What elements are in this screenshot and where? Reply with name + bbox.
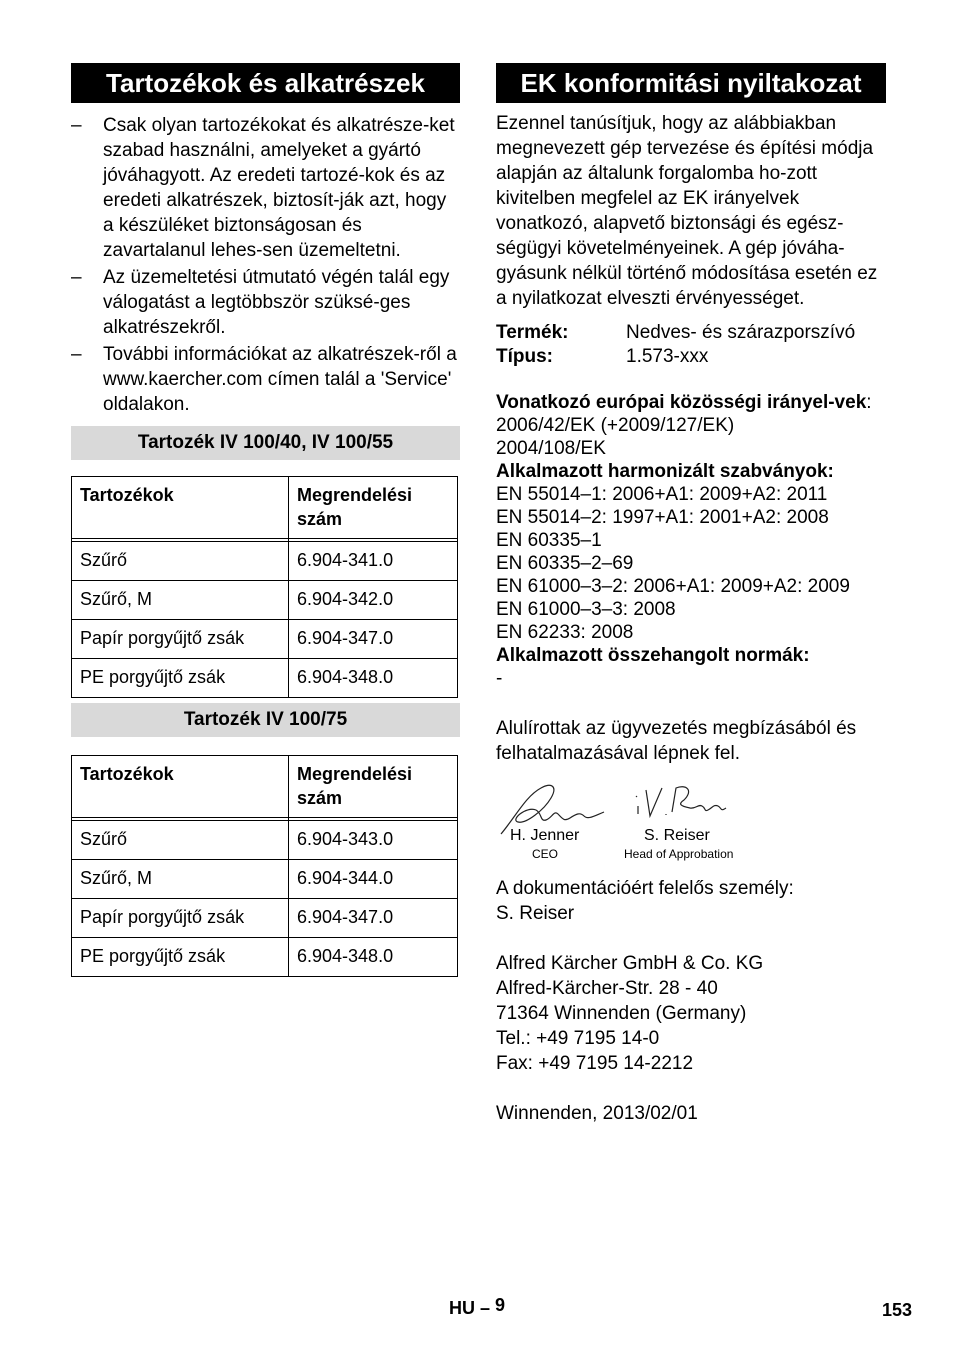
address-line: Alfred Kärcher GmbH & Co. KG [496, 953, 764, 974]
section-title-iv100-75: Tartozék IV 100/75 [71, 703, 460, 737]
directive-item: 2006/42/EK (+2009/127/EK) [496, 415, 735, 436]
accessories-table-1 [71, 476, 458, 698]
dash-marker: – [71, 267, 82, 288]
standard-item: EN 55014–2: 1997+A1: 2001+A2: 2008 [496, 507, 829, 528]
intro-paragraph: Ezennel tanúsítjuk, hogy az alábbiakban megnevezett gép tervezése és építési módja alapján az általunk forgalomba ho-zott kivitelben megfelel az EK irányelvek vonatkozó, alapvető biztonsági és egész-ségügyi követelményeinek. A gép jóváha-gyásunk nélkül történő módosítása esetén ez a nyilatkozat elveszti érvényességet. [496, 113, 878, 309]
table-row [72, 938, 458, 977]
part-number: 6.904-347.0 [289, 620, 458, 659]
part-number: 6.904-344.0 [289, 860, 458, 899]
table-header-row [72, 477, 458, 539]
table-header-row [72, 756, 458, 818]
address-line: 71364 Winnenden (Germany) [496, 1003, 747, 1024]
bullet-list [71, 113, 460, 417]
bullet-text: További információkat az alkatrészek-ről a www.kaercher.com címen talál a 'Service' oldalakon. [103, 344, 457, 415]
footer-sep: – [479, 1298, 490, 1318]
directives-colon: : [866, 392, 872, 413]
part-number: 6.904-348.0 [289, 659, 458, 698]
type-row [496, 345, 886, 369]
company-address [496, 951, 886, 1076]
footer-lang: HU [448, 1298, 475, 1318]
part-number: 6.904-347.0 [289, 899, 458, 938]
left-column [71, 63, 460, 977]
conformity-heading: EK konformitási nyiltakozat [496, 63, 886, 103]
part-name: Szűrő, M [72, 860, 289, 899]
type-label: Típus: [496, 346, 553, 367]
table-row [72, 620, 458, 659]
part-name: Szűrő [72, 542, 289, 581]
norms-value: - [496, 668, 503, 689]
doc-label: A dokumentációért felelős személy: [496, 878, 794, 899]
phone-line: Tel.: +49 7195 14-0 [496, 1028, 660, 1049]
type-value: 1.573-xxx [626, 346, 709, 367]
signature-block [496, 776, 886, 876]
directives-label: Vonatkozó európai közösségi irányel-vek [496, 392, 867, 413]
page-number: 153 [881, 1300, 912, 1320]
column-header-accessories: Tartozékok [72, 756, 289, 818]
part-number: 6.904-348.0 [289, 938, 458, 977]
part-number: 6.904-343.0 [289, 821, 458, 860]
part-name: PE porgyűjtő zsák [72, 938, 289, 977]
column-header-accessories: Tartozékok [72, 477, 289, 539]
standard-item: EN 60335–1 [496, 530, 602, 551]
product-value: Nedves- és szárazporszívó [626, 322, 856, 343]
dash-marker: – [71, 344, 82, 365]
standard-item: EN 55014–1: 2006+A1: 2009+A2: 2011 [496, 484, 828, 505]
dash-marker: – [71, 115, 82, 136]
right-column [496, 63, 886, 1126]
reiser-signature-stroke [636, 787, 726, 816]
part-name: Szűrő, M [72, 581, 289, 620]
signer1-name: H. Jenner [510, 827, 580, 844]
part-name: Papír porgyűjtő zsák [72, 899, 289, 938]
standard-item: EN 61000–3–3: 2008 [496, 599, 676, 620]
page-footer-local [0, 1295, 954, 1319]
doc-person: S. Reiser [496, 903, 575, 924]
footer-page-local: 9 [495, 1295, 506, 1315]
standard-item: EN 62233: 2008 [496, 622, 634, 643]
documentation-contact [496, 876, 886, 926]
section-title-iv100-40-55: Tartozék IV 100/40, IV 100/55 [71, 426, 460, 460]
norms-heading: Alkalmazott összehangolt normák: [496, 645, 810, 666]
table-row [72, 899, 458, 938]
column-header-order-number: Megrendelési szám [289, 477, 458, 539]
standard-item: EN 61000–3–2: 2006+A1: 2009+A2: 2009 [496, 576, 850, 597]
table-row [72, 542, 458, 581]
standards-heading: Alkalmazott harmonizált szabványok: [496, 461, 834, 482]
directives-heading [496, 391, 886, 414]
directive-item: 2004/108/EK [496, 438, 606, 459]
signer1-title: CEO [532, 847, 559, 861]
directives-block [496, 391, 886, 690]
accessories-table-2 [71, 755, 458, 977]
accessories-heading: Tartozékok és alkatrészek [71, 63, 460, 103]
part-name: Papír porgyűjtő zsák [72, 620, 289, 659]
table-row [72, 821, 458, 860]
part-number: 6.904-341.0 [289, 542, 458, 581]
product-info [496, 321, 886, 369]
list-item [71, 265, 460, 340]
column-header-order-number: Megrendelési szám [289, 756, 458, 818]
standard-item: EN 60335–2–69 [496, 553, 634, 574]
signer2-name: S. Reiser [644, 827, 710, 844]
part-number: 6.904-342.0 [289, 581, 458, 620]
signer2-title: Head of Approbation [624, 847, 734, 861]
product-row [496, 321, 886, 345]
part-name: PE porgyűjtő zsák [72, 659, 289, 698]
bullet-text: Az üzemeltetési útmutató végén talál egy válogatást a legtöbbször szüksé-ges alkatrészekről. [103, 267, 450, 338]
fax-line: Fax: +49 7195 14-2212 [496, 1053, 694, 1074]
place-date: Winnenden, 2013/02/01 [496, 1103, 698, 1124]
product-label: Termék: [496, 322, 569, 343]
table-row [72, 659, 458, 698]
part-name: Szűrő [72, 821, 289, 860]
list-item [71, 113, 460, 263]
bullet-text: Csak olyan tartozékokat és alkatrésze-ket szabad használni, amelyeket a gyártó jóváhagyott. Az eredeti tartozé-kok és az eredeti alkatrészek, biztosít-ják azt, hogy a készüléket biztonságosan és zavartalanul lehes-sen üzemeltetni. [103, 115, 455, 261]
table-row [72, 581, 458, 620]
table-row [72, 860, 458, 899]
address-line: Alfred-Kärcher-Str. 28 - 40 [496, 978, 718, 999]
signers-intro: Alulírottak az ügyvezetés megbízásából és felhatalmazásával lépnek fel. [496, 718, 857, 764]
list-item [71, 342, 460, 417]
